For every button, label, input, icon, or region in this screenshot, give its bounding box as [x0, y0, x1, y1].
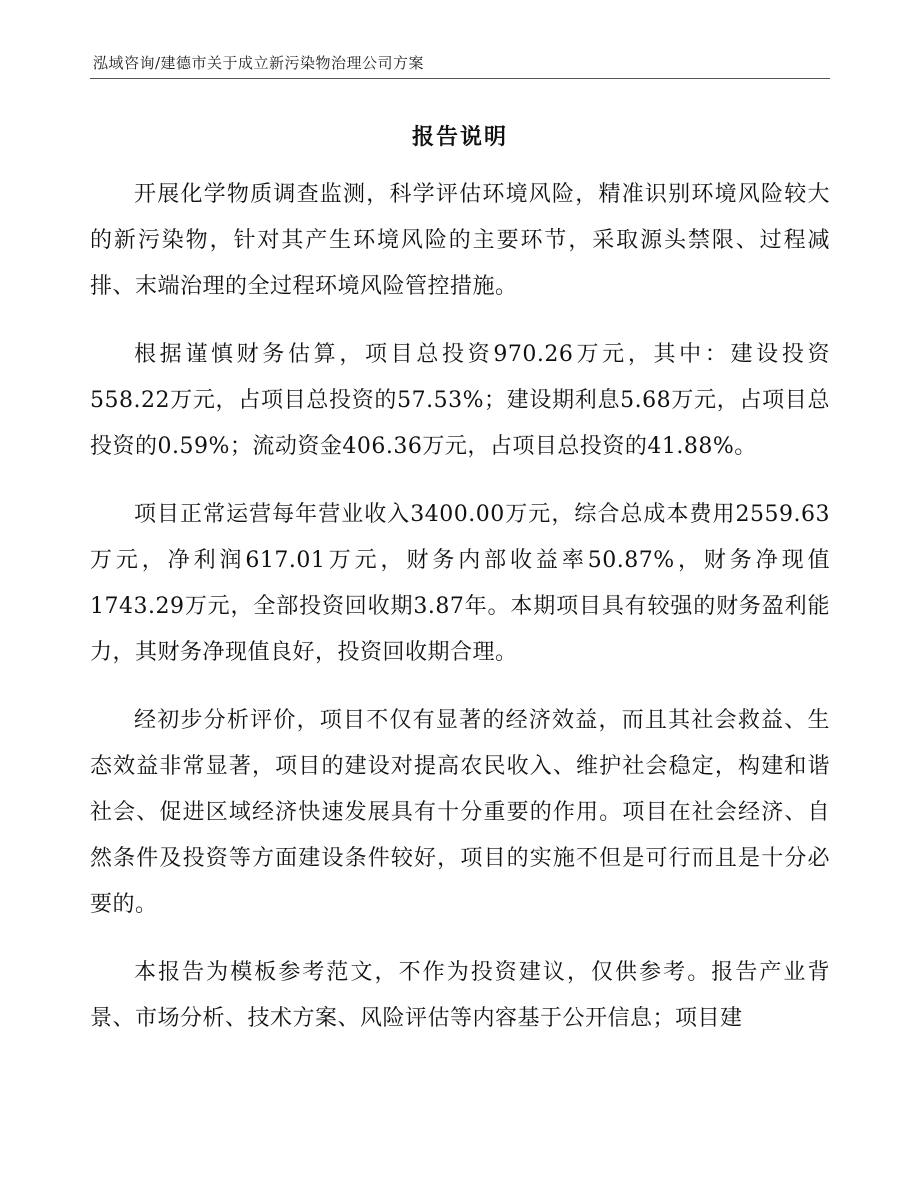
- page-title: 报告说明: [411, 124, 508, 150]
- body-text: [90, 172, 830, 1064]
- paragraph-4: 经初步分析评价，项目不仅有显著的经济效益，而且其社会救益、生态效益非常显著，项目的建设对提高农民收入、维护社会稳定，构建和谐社会、促进区域经济快速发展具有十分重要的作用。项目在社会经济、自然条件及投资等方面建设条件较好，项目的实施不但是可行而且是十分必要的。: [90, 708, 830, 917]
- paragraph-1: 开展化学物质调查监测，科学评估环境风险，精准识别环境风险较大的新污染物，针对其产生环境风险的主要环节，采取源头禁限、过程减排、末端治理的全过程环境风险管控措施。: [90, 182, 830, 299]
- header-rule: [90, 78, 830, 79]
- running-header: 泓域咨询/建德市关于成立新污染物治理公司方案: [93, 54, 425, 72]
- paragraph-5: 本报告为模板参考范文，不作为投资建议，仅供参考。报告产业背景、市场分析、技术方案、风险评估等内容基于公开信息；项目建: [90, 960, 830, 1031]
- paragraph-2: 根据谨慎财务估算，项目总投资970.26万元，其中：建设投资558.22万元，占项目总投资的57.53%；建设期利息5.68万元，占项目总投资的0.59%；流动资金406.36万元，占项目总投资的41.88%。: [90, 342, 830, 459]
- paragraph-3: 项目正常运营每年营业收入3400.00万元，综合总成本费用2559.63万元，净利润617.01万元，财务内部收益率50.87%，财务净现值1743.29万元，全部投资回收期3.87年。本期项目具有较强的财务盈利能力，其财务净现值良好，投资回收期合理。: [90, 502, 830, 665]
